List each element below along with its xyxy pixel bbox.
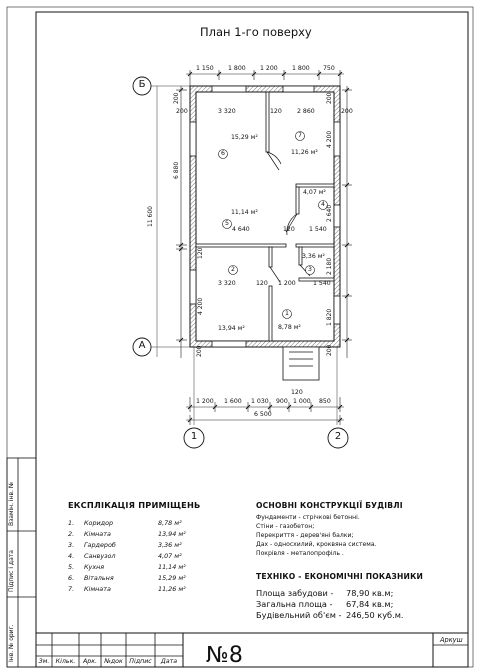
expl-row-area: 11,14 м² xyxy=(158,563,186,571)
room-7-num: 7 xyxy=(298,132,302,139)
dim-inner-wall-mid-top: 120 xyxy=(270,108,282,115)
dim-inner-r7-right-wall: 200 xyxy=(341,108,353,115)
econ-value: 78,90 кв.м; xyxy=(346,588,394,598)
side-stamp-signature: Підпис і дата xyxy=(8,550,15,592)
room-6-num: 6 xyxy=(221,150,225,157)
dim-inner-wall-r2-r1: 120 xyxy=(256,280,268,287)
dim-left-3: 4 200 xyxy=(197,297,204,315)
room-6-area: 15,29 м² xyxy=(231,134,258,141)
partition-r2-r1 xyxy=(269,247,272,267)
window-markers xyxy=(190,86,340,347)
room-2-num: 2 xyxy=(231,266,235,273)
room-circles xyxy=(219,132,328,319)
partition-r6-r7-upper xyxy=(266,92,269,152)
room-2-area: 13,94 м² xyxy=(218,325,245,332)
dim-inner-r2-width: 3 320 xyxy=(218,280,236,287)
dim-top-2: 1 200 xyxy=(260,65,278,72)
expl-row-num: 1. xyxy=(68,519,75,527)
dim-left-4: 200 xyxy=(196,345,203,357)
expl-row-name: Санвузол xyxy=(84,552,116,560)
dim-right-2: 2 640 xyxy=(326,204,333,222)
tb-col-count: Кільк. xyxy=(55,658,76,665)
room-3-area: 3,36 м² xyxy=(302,253,325,260)
room-4-num: 4 xyxy=(321,201,325,208)
axis-2-label: 2 xyxy=(334,431,342,442)
expl-row-name: Кімната xyxy=(84,585,111,593)
partition-r6-r5 xyxy=(196,244,286,247)
room-4-area: 4,07 м² xyxy=(303,189,326,196)
room-7-area: 11,26 м² xyxy=(291,149,318,156)
dim-left-0: 200 xyxy=(173,92,180,104)
expl-row-name: Вітальня xyxy=(84,574,114,582)
tb-col-sheet: Арк. xyxy=(82,658,98,665)
partition-r4-left xyxy=(296,187,299,214)
tb-col-doc: №док xyxy=(104,658,123,665)
partition-r2-r1-lower xyxy=(269,286,272,341)
expl-row-area: 8,78 м² xyxy=(158,519,182,527)
dim-inner-r4-width: 1 540 xyxy=(309,226,327,233)
plan-title: План 1-го поверху xyxy=(200,25,312,39)
expl-row-num: 7. xyxy=(68,585,75,593)
dim-bottom-2: 1 030 xyxy=(251,398,269,405)
outer-frame xyxy=(7,7,473,667)
side-stamp-original: Інв. № ориг. xyxy=(8,624,15,662)
room-3-num: 3 xyxy=(308,266,312,273)
dim-top-0: 1 150 xyxy=(196,65,214,72)
room-5-area: 11,14 м² xyxy=(231,209,258,216)
expl-row-area: 3,36 м² xyxy=(158,541,182,549)
expl-row-name: Кімната xyxy=(84,530,111,538)
dim-right-5: 200 xyxy=(326,344,333,356)
dim-inner-r1-width: 1 200 xyxy=(278,280,296,287)
expl-row-num: 6. xyxy=(68,574,75,582)
structures-line: Стіни - газобетон; xyxy=(256,523,315,530)
dim-bottom-mid: 120 xyxy=(291,389,303,396)
expl-row-name: Гардероб xyxy=(84,541,116,549)
dim-bottom-3: 900 xyxy=(276,398,288,405)
dim-inner-r6-width: 3 320 xyxy=(218,108,236,115)
explication-title: ЕКСПЛІКАЦІЯ ПРИМІЩЕНЬ xyxy=(68,500,201,510)
econ-label: Будівельний об'єм - xyxy=(256,610,342,620)
structures-line: Покрівля - металопрофіль . xyxy=(256,550,344,557)
room-1-area: 8,78 м² xyxy=(278,324,301,331)
room-5-num: 5 xyxy=(225,220,229,227)
dim-left-2: 120 xyxy=(197,247,204,259)
room-1-num: 1 xyxy=(285,310,289,317)
expl-row-area: 15,29 м² xyxy=(158,574,186,582)
walls xyxy=(190,86,340,347)
structures-line: Перекриття - дерев'яні балки; xyxy=(256,532,354,539)
dim-bottom-total: 6 500 xyxy=(254,411,272,418)
door-swings xyxy=(267,152,310,282)
dim-left-1: 6 880 xyxy=(173,161,180,179)
econ-value: 246,50 куб.м. xyxy=(346,610,404,620)
econ-value: 67,84 кв.м; xyxy=(346,599,394,609)
expl-row-name: Кухня xyxy=(84,563,105,571)
expl-row-num: 5. xyxy=(68,563,75,571)
expl-row-num: 4. xyxy=(68,552,75,560)
tb-col-change: Зм. xyxy=(38,658,50,665)
axis-1-label: 1 xyxy=(190,431,198,442)
dim-inner-r5-width: 4 640 xyxy=(232,226,250,233)
partition-r7-bottom xyxy=(296,184,334,187)
expl-row-name: Коридор xyxy=(84,519,114,527)
sheet-number: №8 xyxy=(206,643,243,668)
dim-inner-r7-width: 2 860 xyxy=(297,108,315,115)
structures-line: Дах - односхилий, кроквяна система. xyxy=(256,541,377,548)
side-stamp-replace: Взамін. інв. № xyxy=(8,481,15,526)
exterior-wall xyxy=(190,86,340,347)
dim-bottom-1: 1 600 xyxy=(224,398,242,405)
expl-row-area: 11,26 м² xyxy=(158,585,186,593)
dim-inner-wall-r5-r4: 120 xyxy=(283,226,295,233)
dim-right-3: 2 180 xyxy=(326,257,333,275)
axis-b-label: Б xyxy=(138,79,146,90)
tb-col-date: Дата xyxy=(160,658,178,665)
tb-col-signature: Підпис xyxy=(129,658,152,665)
expl-row-num: 3. xyxy=(68,541,75,549)
arkush-label: Аркуш xyxy=(440,636,463,644)
econ-label: Площа забудови - xyxy=(256,588,334,598)
expl-row-num: 2. xyxy=(68,530,75,538)
dim-right-4: 1 820 xyxy=(326,308,333,326)
dim-bottom-4: 1 000 xyxy=(293,398,311,405)
dim-top-1: 1 800 xyxy=(228,65,246,72)
dim-right-1: 4 200 xyxy=(326,130,333,148)
dim-left-total: 11 600 xyxy=(147,206,154,227)
axis-a-label: А xyxy=(138,340,146,351)
entrance-porch xyxy=(283,347,319,380)
expl-row-area: 4,07 м² xyxy=(158,552,182,560)
dim-bottom-5: 850 xyxy=(319,398,331,405)
partition-r4-bottom xyxy=(296,244,334,247)
dim-inner-top-wall: 200 xyxy=(176,108,188,115)
dim-top-4: 750 xyxy=(323,65,335,72)
structures-title: ОСНОВНІ КОНСТРУКЦІЇ БУДІВЛІ xyxy=(256,501,403,510)
dim-top-3: 1 800 xyxy=(292,65,310,72)
dim-right-0: 200 xyxy=(326,92,333,104)
econ-label: Загальна площа - xyxy=(256,599,333,609)
dim-bottom-0: 1 200 xyxy=(196,398,214,405)
structures-line: Фундаменти - стрічкові бетонні. xyxy=(256,514,360,521)
dim-inner-r3-width: 1 540 xyxy=(313,280,331,287)
economics-title: ТЕХНІКО - ЕКОНОМІЧНІ ПОКАЗНИКИ xyxy=(256,572,424,581)
expl-row-area: 13,94 м² xyxy=(158,530,186,538)
